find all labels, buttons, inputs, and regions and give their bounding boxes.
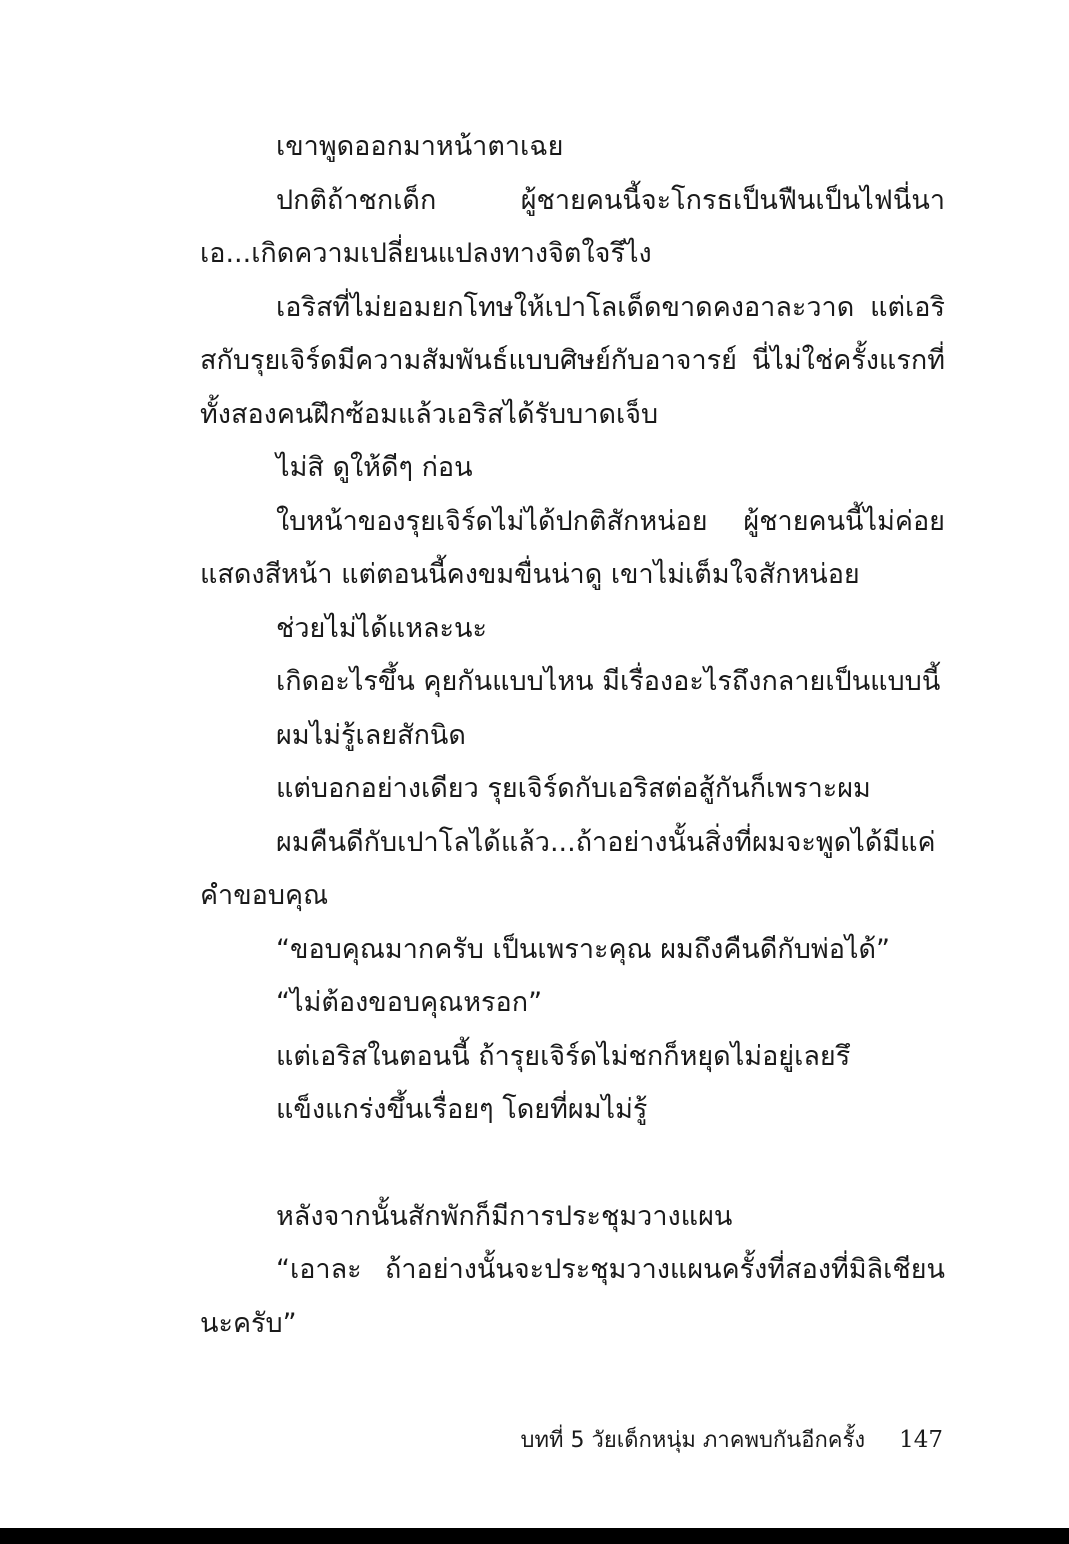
- paragraph: เอริสที่ไม่ยอมยกโทษให้เปาโลเด็ดขาดคงอาละวาด แต่เอริสกับรุยเจิร์ดมีความสัมพันธ์แบบศิษย์กับอาจารย์ นี่ไม่ใช่ครั้งแรกที่ทั้งสองคนฝึกซ้อมแล้วเอริสได้รับบาดเจ็บ: [200, 291, 945, 430]
- body-text: [200, 120, 945, 1350]
- paragraph: ช่วยไม่ได้แหละนะ: [276, 612, 488, 644]
- paragraph: ปกติถ้าชกเด็ก ผู้ชายคนนี้จะโกรธเป็นฟืนเป็นไฟนี่นา เอ...เกิดความเปลี่ยนแปลงทางจิตใจรึไง: [200, 184, 945, 269]
- page-number: 147: [899, 1427, 943, 1453]
- paragraph: แต่เอริสในตอนนี้ ถ้ารุยเจิร์ดไม่ชกก็หยุดไม่อยู่เลยรึ: [276, 1040, 851, 1072]
- dialogue-paragraph: “ไม่ต้องขอบคุณหรอก”: [276, 987, 543, 1018]
- paragraph: เกิดอะไรขึ้น คุยกันแบบไหน มีเรื่องอะไรถึงกลายเป็นแบบนี้: [276, 666, 941, 697]
- scan-border-bar: [0, 1528, 1069, 1544]
- page-footer: [200, 1420, 943, 1461]
- paragraph: หลังจากนั้นสักพักก็มีการประชุมวางแผน: [276, 1200, 733, 1232]
- paragraph: ใบหน้าของรุยเจิร์ดไม่ได้ปกติสักหน่อย ผู้ชายคนนี้ไม่ค่อยแสดงสีหน้า แต่ตอนนี้คงขมขื่นน่าดู เขาไม่เต็มใจสักหน่อย: [200, 505, 945, 590]
- running-footer-chapter: บทที่ 5 วัยเด็กหนุ่ม ภาคพบกันอีกครั้ง: [520, 1428, 866, 1453]
- section-break: [200, 1137, 945, 1190]
- paragraph: ผมไม่รู้เลยสักนิด: [276, 719, 466, 751]
- paragraph: ผมคืนดีกับเปาโลได้แล้ว...ถ้าอย่างนั้นสิ่งที่ผมจะพูดได้มีแค่คำขอบคุณ: [200, 826, 936, 911]
- paragraph: เขาพูดออกมาหน้าตาเฉย: [276, 131, 564, 162]
- paragraph: แต่บอกอย่างเดียว รุยเจิร์ดกับเอริสต่อสู้กันก็เพราะผม: [276, 773, 871, 804]
- dialogue-paragraph: “เอาละ ถ้าอย่างนั้นจะประชุมวางแผนครั้งที่สองที่มิลิเชียนนะครับ”: [200, 1254, 945, 1339]
- paragraph: ไม่สิ ดูให้ดีๆ ก่อน: [276, 452, 473, 483]
- paragraph: แข็งแกร่งขึ้นเรื่อยๆ โดยที่ผมไม่รู้: [276, 1094, 648, 1125]
- dialogue-paragraph: “ขอบคุณมากครับ เป็นเพราะคุณ ผมถึงคืนดีกับพ่อได้”: [276, 933, 891, 965]
